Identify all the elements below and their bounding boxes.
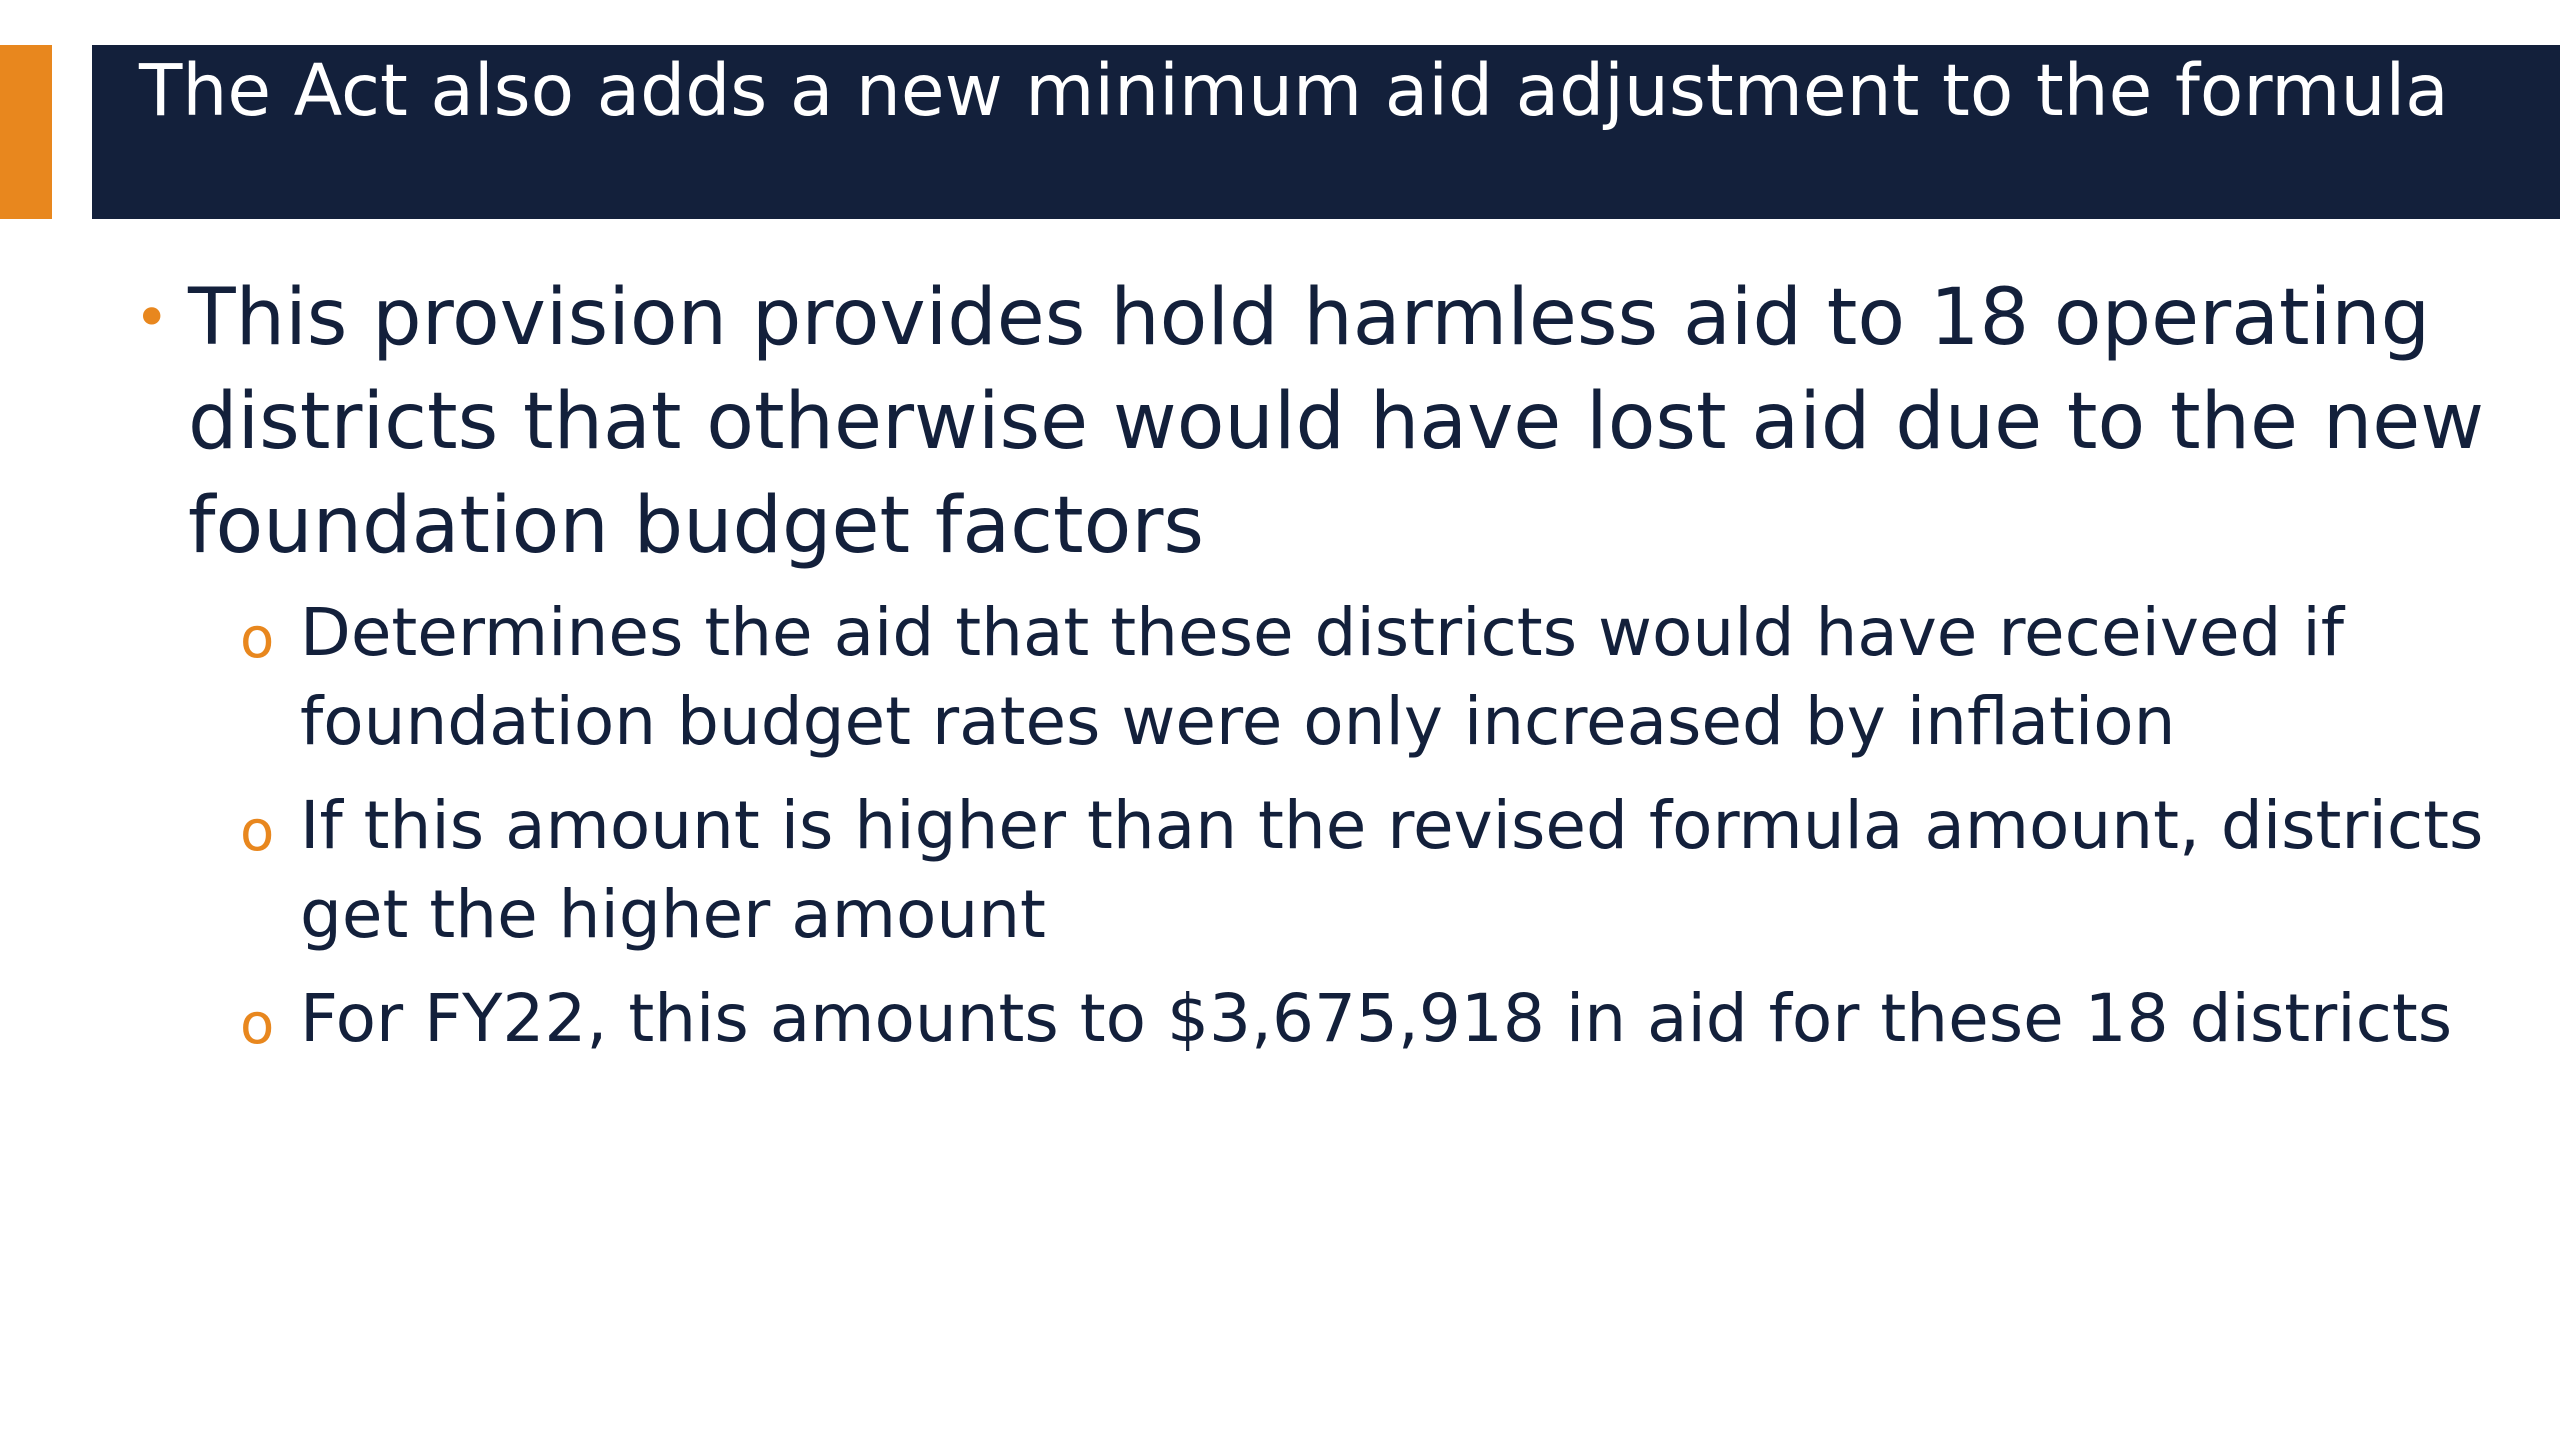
bullet-text: This provision provides hold harmless aid to 18 operating districts that otherwise would have lost aid due to the new foundation budget factors [188,273,2485,571]
sub-bullet-item [240,588,2514,766]
bullet-circle-icon: o [240,799,275,864]
bullet-item [134,266,2514,578]
slide-body [134,266,2514,1078]
slide-title: The Act also adds a new minimum aid adjustment to the formula [139,49,2449,132]
bullet-dot-icon: • [134,283,170,353]
sub-bullet-text: Determines the aid that these districts would have received if foundation budget rates were only increased by inflation [300,594,2345,760]
bullet-list [134,266,2514,578]
sub-bullet-text: If this amount is higher than the revised formula amount, districts get the higher amount [300,787,2484,953]
title-accent-bar [0,45,52,219]
sub-bullet-text: For FY22, this amounts to $3,675,918 in aid for these 18 districts [300,980,2453,1057]
sub-bullet-item [240,974,2514,1063]
title-band [92,45,2560,219]
bullet-circle-icon: o [240,606,275,671]
sub-bullet-list [134,588,2514,1063]
bullet-circle-icon: o [240,992,275,1057]
sub-bullet-item [240,781,2514,959]
